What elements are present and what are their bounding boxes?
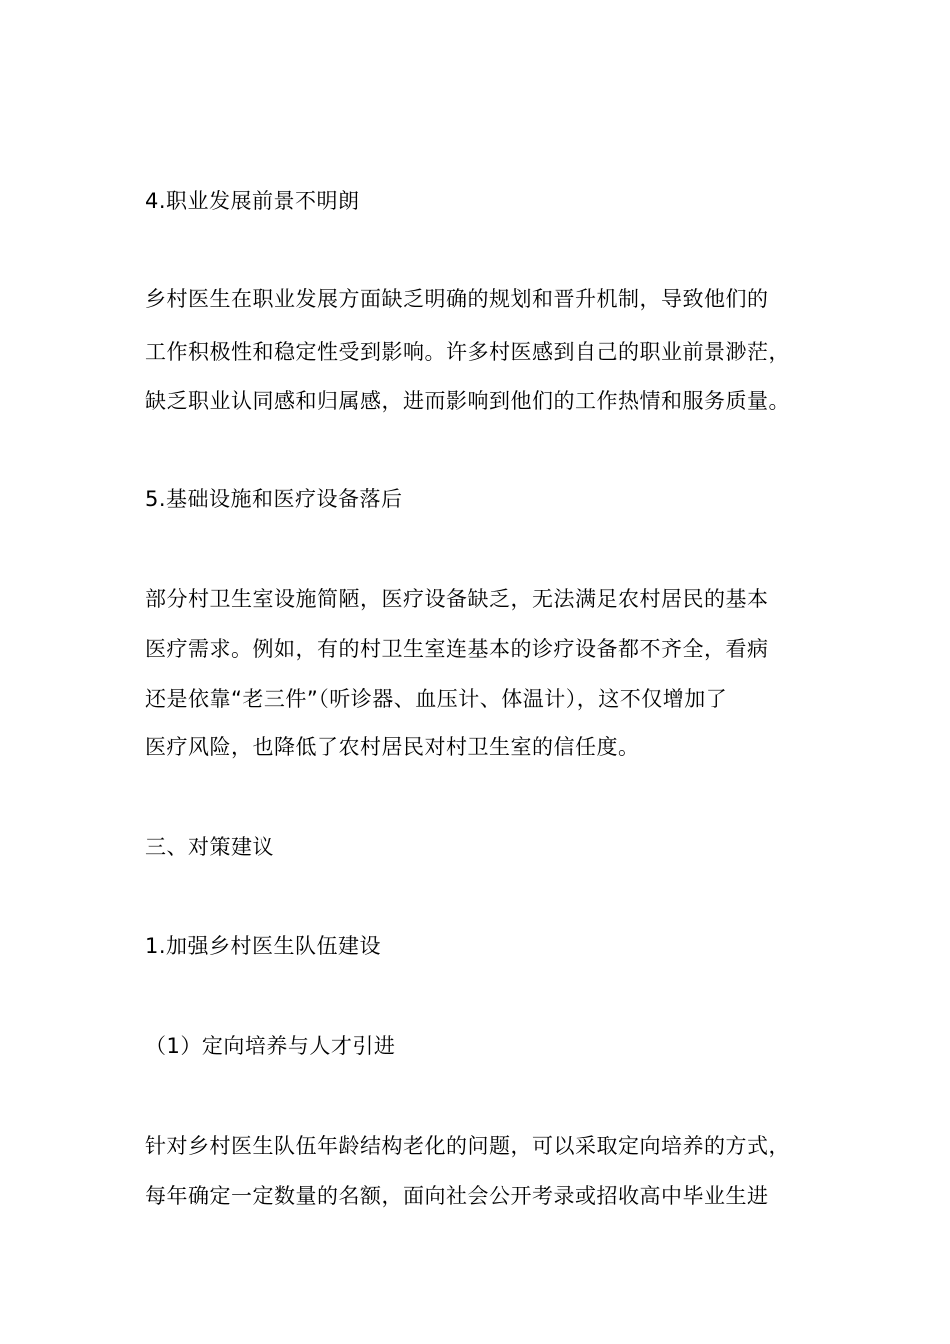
paragraph-line: 每年确定一定数量的名额，面向社会公开考录或招收高中毕业生进 <box>145 1184 769 1208</box>
section-heading-career: 4.职业发展前景不明朗 <box>145 189 360 213</box>
part-heading: 三、对策建议 <box>145 835 274 859</box>
paragraph-line: 乡村医生在职业发展方面缺乏明确的规划和晋升机制，导致他们的 <box>145 287 769 311</box>
sub-heading: 1.加强乡村医生队伍建设 <box>145 934 382 958</box>
paragraph-line: 针对乡村医生队伍年龄结构老化的问题，可以采取定向培养的方式， <box>145 1134 790 1158</box>
sub-sub-heading: （1）定向培养与人才引进 <box>145 1034 396 1058</box>
paragraph-line: 还是依靠“老三件”（听诊器、血压计、体温计），这不仅增加了 <box>145 687 728 711</box>
paragraph-line: 部分村卫生室设施简陋，医疗设备缺乏，无法满足农村居民的基本 <box>145 587 769 611</box>
paragraph-line: 医疗风险，也降低了农村居民对村卫生室的信任度。 <box>145 735 640 759</box>
section-heading-infrastructure: 5.基础设施和医疗设备落后 <box>145 487 403 511</box>
paragraph-line: 医疗需求。例如，有的村卫生室连基本的诊疗设备都不齐全，看病 <box>145 637 769 661</box>
paragraph-line: 缺乏职业认同感和归属感，进而影响到他们的工作热情和服务质量。 <box>145 389 790 413</box>
paragraph-line: 工作积极性和稳定性受到影响。许多村医感到自己的职业前景渺茫， <box>145 340 790 364</box>
